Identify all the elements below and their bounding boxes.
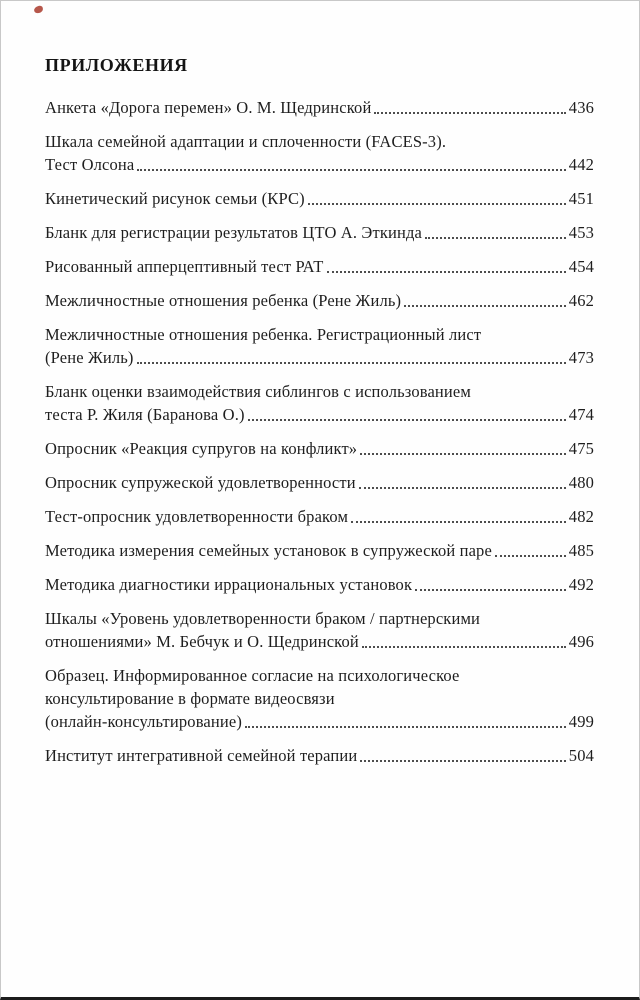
dot-leader (360, 453, 566, 455)
toc-entry-page-number: 462 (568, 291, 594, 310)
toc-entry-title: теста Р. Жиля (Баранова О.) (45, 405, 245, 424)
toc-entry-line: Бланк оценки взаимодействия сиблингов с использованием (45, 382, 471, 401)
toc-entry (45, 607, 594, 653)
toc-entry-page-number: 453 (568, 223, 594, 242)
toc-entry (45, 573, 594, 596)
toc-entry-page-number: 485 (568, 541, 594, 560)
toc-list (45, 96, 594, 767)
toc-entry (45, 130, 594, 176)
dot-leader (374, 112, 565, 114)
toc-entry-title: Кинетический рисунок семьи (КРС) (45, 189, 305, 208)
toc-entry-last-line (45, 153, 594, 176)
toc-entry-last-line (45, 403, 594, 426)
toc-entry (45, 380, 594, 426)
dot-leader (137, 169, 565, 171)
toc-entry-page-number: 475 (568, 439, 594, 458)
toc-entry-page-number: 436 (568, 98, 594, 117)
toc-entry-page-number: 474 (568, 405, 594, 424)
toc-entry-wrap-lines (45, 323, 594, 346)
toc-entry-last-line (45, 289, 594, 312)
dot-leader (495, 555, 566, 557)
toc-entry (45, 96, 594, 119)
toc-entry-line: Шкалы «Уровень удовлетворенности браком / партнерскими (45, 609, 481, 628)
toc-entry-last-line (45, 187, 594, 210)
dot-leader (248, 419, 566, 421)
toc-entry-line: Шкала семейной адаптации и сплоченности (FACES-3). (45, 132, 447, 151)
toc-entry (45, 539, 594, 562)
toc-entry-last-line (45, 630, 594, 653)
toc-entry-page-number: 451 (568, 189, 594, 208)
toc-entry-line: Образец. Информированное согласие на психологическое (45, 666, 460, 685)
toc-entry-last-line (45, 471, 594, 494)
toc-entry-title: Опросник супружеской удовлетворенности (45, 473, 356, 492)
toc-entry (45, 505, 594, 528)
toc-entry-page-number: 492 (568, 575, 594, 594)
toc-entry-title: Рисованный апперцептивный тест РАТ (45, 257, 324, 276)
toc-entry-last-line (45, 505, 594, 528)
dot-leader (360, 760, 565, 762)
toc-entry (45, 255, 594, 278)
dot-leader (351, 521, 566, 523)
toc-entry (45, 323, 594, 369)
toc-entry (45, 744, 594, 767)
dot-leader (415, 589, 566, 591)
dot-leader (362, 646, 566, 648)
toc-entry-wrap-lines (45, 380, 594, 403)
toc-entry-title: Опросник «Реакция супругов на конфликт» (45, 439, 358, 458)
toc-entry-page-number: 454 (568, 257, 594, 276)
toc-entry (45, 437, 594, 460)
toc-entry-last-line (45, 346, 594, 369)
toc-entry-last-line (45, 437, 594, 460)
toc-entry-line: консультирование в формате видеосвязи (45, 689, 335, 708)
dot-leader (425, 237, 566, 239)
toc-entry-page-number: 499 (568, 712, 594, 731)
toc-entry-wrap-lines (45, 664, 594, 710)
toc-entry-title: Методика диагностики иррациональных установок (45, 575, 413, 594)
toc-entry-page-number: 496 (568, 632, 594, 651)
dot-leader (327, 271, 566, 273)
toc-entry-last-line (45, 539, 594, 562)
toc-entry-line: Межличностные отношения ребенка. Регистрационный лист (45, 325, 482, 344)
toc-entry-last-line (45, 255, 594, 278)
toc-entry-page-number: 473 (568, 348, 594, 367)
toc-entry-last-line (45, 744, 594, 767)
toc-entry-last-line (45, 96, 594, 119)
toc-entry-page-number: 442 (568, 155, 594, 174)
dot-leader (359, 487, 566, 489)
toc-entry-page-number: 480 (568, 473, 594, 492)
toc-entry-title: отношениями» М. Бебчук и О. Щедринской (45, 632, 359, 651)
toc-entry-last-line (45, 221, 594, 244)
toc-entry-title: (Рене Жиль) (45, 348, 134, 367)
toc-entry-wrap-lines (45, 607, 594, 630)
dot-leader (404, 305, 566, 307)
page-title: ПРИЛОЖЕНИЯ (45, 55, 188, 75)
dot-leader (137, 362, 566, 364)
toc-entry-title: Тест-опросник удовлетворенности браком (45, 507, 349, 526)
dot-leader (308, 203, 566, 205)
toc-entry-page-number: 482 (568, 507, 594, 526)
dot-leader (245, 726, 566, 728)
toc-entry (45, 221, 594, 244)
toc-entry-title: Тест Олсона (45, 155, 135, 174)
toc-entry-wrap-lines (45, 130, 594, 153)
toc-entry-title: Методика измерения семейных установок в супружеской паре (45, 541, 492, 560)
toc-entry (45, 471, 594, 494)
toc-entry-title: Институт интегративной семейной терапии (45, 746, 358, 765)
toc-entry-title: (онлайн-консультирование) (45, 712, 242, 731)
toc-entry-title: Анкета «Дорога перемен» О. М. Щедринской (45, 98, 372, 117)
toc-content (45, 55, 594, 778)
ink-smudge (33, 5, 43, 14)
toc-entry-page-number: 504 (568, 746, 594, 765)
toc-entry-last-line (45, 573, 594, 596)
toc-entry-title: Бланк для регистрации результатов ЦТО А. Эткинда (45, 223, 422, 242)
toc-entry (45, 187, 594, 210)
toc-entry-last-line (45, 710, 594, 733)
toc-entry-title: Межличностные отношения ребенка (Рене Жиль) (45, 291, 402, 310)
toc-entry (45, 289, 594, 312)
toc-entry (45, 664, 594, 733)
